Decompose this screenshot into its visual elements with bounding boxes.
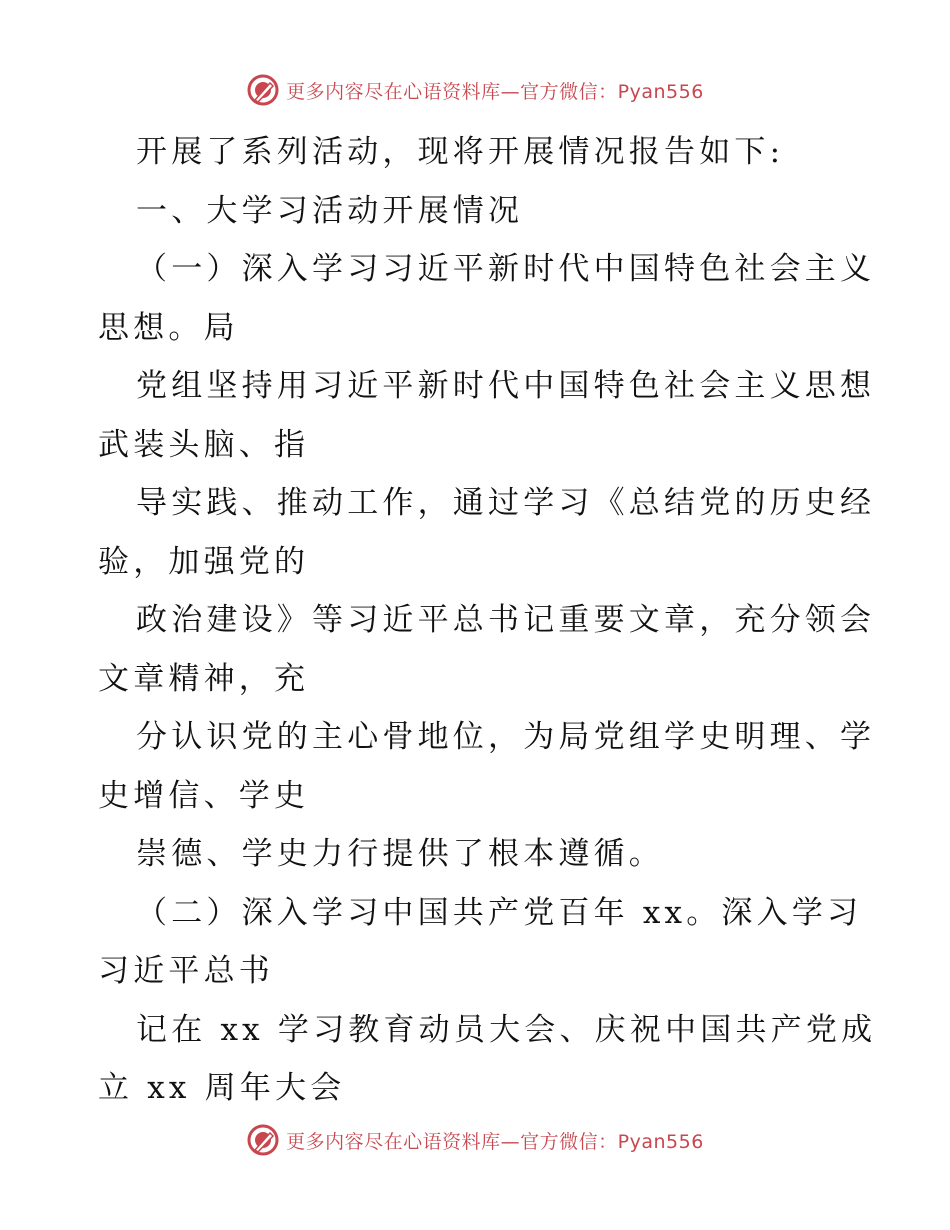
text-line: 党组坚持用习近平新时代中国特色社会主义思想 — [136, 368, 876, 404]
document-body — [98, 123, 877, 1118]
pen-logo-icon — [246, 1123, 280, 1157]
text-line: 导实践、推动工作，通过学习《总结党的历史经 — [136, 485, 876, 521]
text-line: 史增信、学史 — [98, 777, 310, 814]
text-line: 记在 xx 学习教育动员大会、庆祝中国共产党成 — [136, 1011, 877, 1048]
watermark-footer — [0, 1120, 950, 1160]
watermark-text: 更多内容尽在心语资料库—官方微信：Pyan556 — [286, 80, 704, 103]
text-line: （一）深入学习习近平新时代中国特色社会主义 — [136, 251, 876, 287]
text-line: 分认识党的主心骨地位，为局党组学史明理、学 — [136, 719, 876, 755]
text-line: 文章精神，充 — [98, 660, 310, 697]
text-line: 开展了系列活动，现将开展情况报告如下: — [136, 134, 785, 170]
text-line: 一、大学习活动开展情况 — [136, 192, 524, 229]
watermark-text: 更多内容尽在心语资料库—官方微信：Pyan556 — [286, 1130, 704, 1153]
text-line: 武装头脑、指 — [98, 426, 310, 463]
text-line: 立 xx 周年大会 — [98, 1070, 346, 1106]
pen-logo-icon — [246, 73, 280, 107]
text-line: 崇德、学史力行提供了根本遵循。 — [136, 836, 664, 872]
text-line: 习近平总书 — [98, 953, 274, 989]
text-line: 思想。局 — [98, 309, 239, 346]
watermark-header — [0, 70, 950, 110]
text-line: （二）深入学习中国共产党百年 xx。深入学习 — [136, 894, 863, 931]
text-line: 政治建设》等习近平总书记重要文章，充分领会 — [136, 602, 876, 638]
text-line: 验，加强党的 — [98, 543, 310, 580]
